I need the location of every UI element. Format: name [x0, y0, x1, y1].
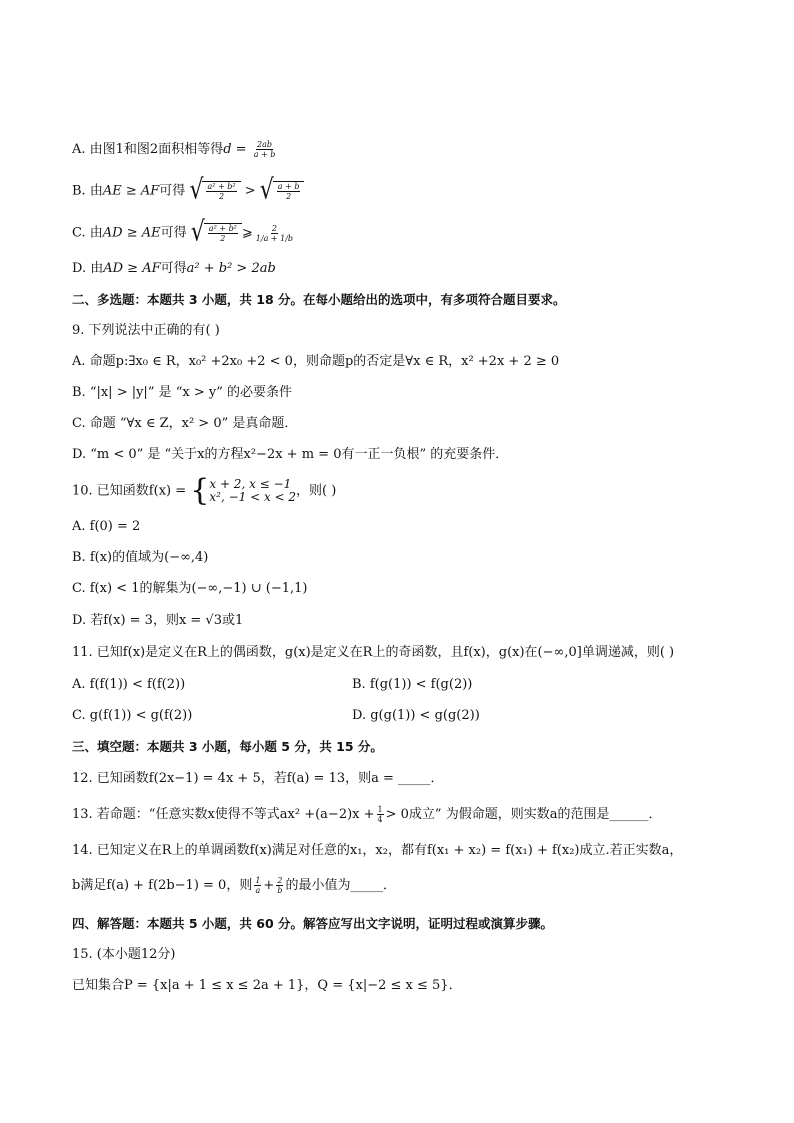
left-brace-icon: {: [190, 473, 210, 508]
q13: [72, 805, 661, 824]
q8-option-d: [72, 260, 276, 278]
q8-b-gt: >: [240, 183, 260, 199]
q8-c-den: 1/a + 1/b: [255, 233, 294, 243]
q9-stem: 9. 下列说法中正确的有( ): [72, 323, 220, 338]
q8-c-num: 2: [271, 223, 277, 233]
q8-b-sqrt1: [189, 174, 240, 206]
q8-b-r2-den: 2: [286, 192, 292, 201]
q14-plus: +: [263, 878, 275, 893]
q8-option-a: [72, 140, 278, 159]
q8-a-den: a + b: [253, 150, 276, 159]
q12: 12. 已知函数f(2x−1) = 4x + 5，若f(a) = 13，则a = _____．: [72, 771, 444, 786]
section-3-heading: 三、填空题：本题共 3 小题，每小题 5 分，共 15 分。: [72, 739, 383, 754]
q11-option-a: A. f(f(1)) < f(f(2)): [72, 677, 186, 692]
section-2-heading: 二、多选题：本题共 3 小题，共 18 分。在每小题给出的选项中，有多项符合题目要求。: [72, 292, 566, 307]
q13-post: > 0成立” 为假命题，则实数a的范围是______．: [385, 807, 662, 822]
q11-option-c: C. g(f(1)) < g(f(2)): [72, 708, 193, 723]
q8-b-r2-num: a + b: [277, 182, 300, 191]
q10-cases: [209, 478, 296, 504]
q9-option-b: B. “|x| > |y|” 是 “x > y” 的必要条件: [72, 385, 292, 400]
q8-c-ge: ⩾: [241, 225, 253, 241]
q14-line2-post: 的最小值为_____．: [285, 878, 396, 893]
q8-b-frac2: [277, 182, 301, 201]
q10-option-c: C. f(x) < 1的解集为(−∞,−1) ∪ (−1,1): [72, 581, 308, 596]
q8-a-fraction: [253, 140, 277, 159]
q10-case-2: x², −1 < x < 2: [209, 490, 297, 504]
q8-b-sqrt2: [259, 174, 305, 206]
q13-den: 4: [377, 815, 383, 824]
q8-a-num: 2ab: [257, 140, 273, 149]
q8-option-b: [72, 174, 304, 206]
q8-c-text: C. 由: [72, 225, 103, 241]
q10-stem-post: ，则( ): [296, 483, 337, 499]
q13-fraction: [377, 805, 384, 824]
q8-b-mid: 可得: [159, 183, 186, 199]
q8-d-mid: 可得: [160, 261, 187, 276]
q8-b-text: B. 由: [72, 183, 103, 199]
q14-frac-1: [254, 876, 261, 895]
q8-d-text: D. 由: [72, 261, 104, 276]
q14-f1-num: 1: [255, 876, 261, 885]
q15-body: 已知集合P = {x|a + 1 ≤ x ≤ 2a + 1}，Q = {x|−2 ≤ x ≤ 5}．: [72, 978, 462, 993]
q8-c-frac2: [255, 224, 294, 243]
q10-option-d: D. 若f(x) = 3，则x = √3或1: [72, 613, 244, 628]
q11-stem: 11. 已知f(x)是定义在R上的偶函数，g(x)是定义在R上的奇函数，且f(x)，g(x)在(−∞,0]单调递减，则( ): [72, 645, 675, 660]
q9-option-d: D. “m < 0” 是 “关于x的方程x²−2x + m = 0有一正一负根” 的充要条件．: [72, 447, 509, 462]
q10-case-1: x + 2, x ≤ −1: [209, 477, 292, 491]
radical-sign-icon: √: [259, 174, 274, 206]
q15-heading: 15. (本小题12分): [72, 947, 176, 962]
q10-stem: [72, 473, 337, 508]
q14-line-1: 14. 已知定义在R上的单调函数f(x)满足对任意的x₁，x₂，都有f(x₁ + x₂) = f(x₁) + f(x₂)成立.若正实数a，: [72, 843, 683, 858]
q14-line2-pre: b满足f(a) + f(2b−1) = 0，则: [72, 878, 253, 893]
q8-option-c: [72, 216, 296, 248]
q14-f2-den: b: [277, 886, 283, 895]
q8-d-expr: a² + b² > 2ab: [186, 261, 276, 276]
q14-f1-den: a: [255, 886, 261, 895]
q8-a-var: d: [223, 142, 232, 157]
q8-a-eq: =: [231, 142, 251, 157]
q8-c-mid: 可得: [160, 225, 187, 241]
q13-num: 1: [377, 805, 383, 814]
q8-c-cond: AD ≥ AE: [102, 225, 161, 241]
q10-option-b: B. f(x)的值域为(−∞,4): [72, 550, 209, 565]
q14-f2-num: 2: [277, 876, 283, 885]
q14-frac-2: [276, 876, 283, 895]
q8-d-cond: AD ≥ AF: [103, 261, 161, 276]
q8-b-cond: AE ≥ AF: [102, 183, 160, 199]
radical-sign-icon: √: [189, 174, 204, 206]
q14-line-2: [72, 876, 396, 895]
q13-pre: 13. 若命题：“任意实数x使得不等式ax² +(a−2)x +: [72, 807, 375, 822]
q10-stem-pre: 10. 已知函数f(x) =: [72, 483, 187, 499]
q9-option-a: A. 命题p:∃x₀ ∈ R，x₀² +2x₀ +2 < 0，则命题p的否定是∀x ∈ R，x² +2x + 2 ≥ 0: [72, 354, 560, 369]
q8-c-r-den: 2: [220, 234, 226, 243]
section-4-heading: 四、解答题：本题共 5 小题，共 60 分。解答应写出文字说明，证明过程或演算步骤。: [72, 916, 554, 931]
q8-c-r-num: a² + b²: [208, 224, 237, 233]
q10-option-a: A. f(0) = 2: [72, 519, 141, 534]
q8-a-text: A. 由图1和图2面积相等得: [72, 142, 224, 157]
q8-b-frac1: [206, 182, 236, 201]
q11-option-d: D. g(g(1)) < g(g(2)): [352, 708, 480, 723]
q10-piecewise: [190, 473, 297, 508]
q8-b-r1-den: 2: [218, 192, 225, 201]
radical-sign-icon: √: [190, 216, 205, 248]
q11-option-b: B. f(g(1)) < f(g(2)): [352, 677, 473, 692]
q8-b-r1-num: a² + b²: [207, 182, 236, 191]
q8-c-frac1: [208, 224, 238, 243]
q9-option-c: C. 命题 “∀x ∈ Z，x² > 0” 是真命题．: [72, 416, 298, 431]
q8-c-sqrt: [190, 216, 242, 248]
